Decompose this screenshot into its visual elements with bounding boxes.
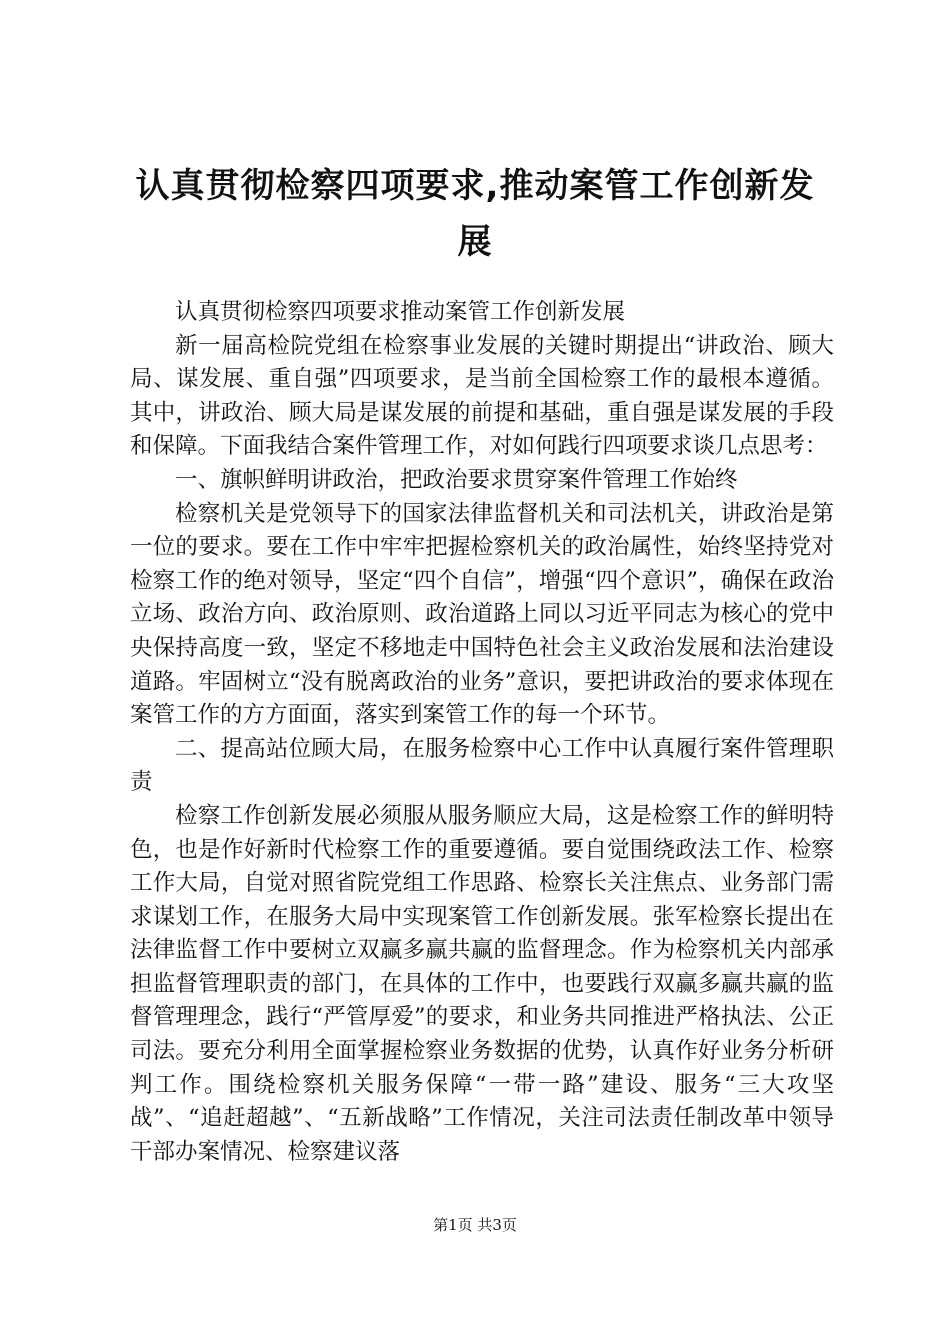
paragraph-intro: 新一届高检院党组在检察事业发展的关键时期提出“讲政治、顾大局、谋发展、重自强”四项要求，是当前全国检察工作的最根本遵循。其中，讲政治、顾大局是谋发展的前提和基础，重自强是谋发展的手段和保障。下面我结合案件管理工作，对如何践行四项要求谈几点思考： [130, 332, 834, 460]
document-title: 认真贯彻检察四项要求,推动案管工作创新发展 [135, 166, 815, 262]
document-body [130, 296, 834, 1169]
section-heading-2: 二、提高站位顾大局，在服务检察中心工作中认真履行案件管理职责 [130, 735, 834, 796]
paragraph-section-2: 检察工作创新发展必须服从服务顺应大局，这是检察工作的鲜明特色，也是作好新时代检察工作的重要遵循。要自觉围绕政法工作、检察工作大局，自觉对照省院党组工作思路、检察长关注焦点、业务部门需求谋划工作，在服务大局中实现案管工作创新发展。张军检察长提出在法律监督工作中要树立双赢多赢共赢的监督理念。作为检察机关内部承担监督管理职责的部门，在具体的工作中，也要践行双赢多赢共赢的监督管理理念，践行“严管厚爱”的要求，和业务共同推进严格执法、公正司法。要充分利用全面掌握检察业务数据的优势，认真作好业务分析研判工作。围绕检察机关服务保障“一带一路”建设、服务“三大攻坚战”、“追赶超越”、“五新战略”工作情况，关注司法责任制改革中领导干部办案情况、检察建议落 [130, 802, 834, 1165]
page-number-footer: 第1页 共3页 [433, 1216, 517, 1234]
paragraph-section-1: 检察机关是党领导下的国家法律监督机关和司法机关，讲政治是第一位的要求。要在工作中牢牢把握检察机关的政治属性，始终坚持党对检察工作的绝对领导，坚定“四个自信”，增强“四个意识”，确保在政治立场、政治方向、政治原则、政治道路上同以习近平同志为核心的党中央保持高度一致，坚定不移地走中国特色社会主义政治发展和法治建设道路。牢固树立“没有脱离政治的业务”意识，要把讲政治的要求体现在案管工作的方方面面，落实到案管工作的每一个环节。 [130, 500, 834, 729]
section-heading-1: 一、旗帜鲜明讲政治，把政治要求贯穿案件管理工作始终 [175, 466, 738, 493]
paragraph-subtitle: 认真贯彻检察四项要求推动案管工作创新发展 [175, 299, 626, 325]
